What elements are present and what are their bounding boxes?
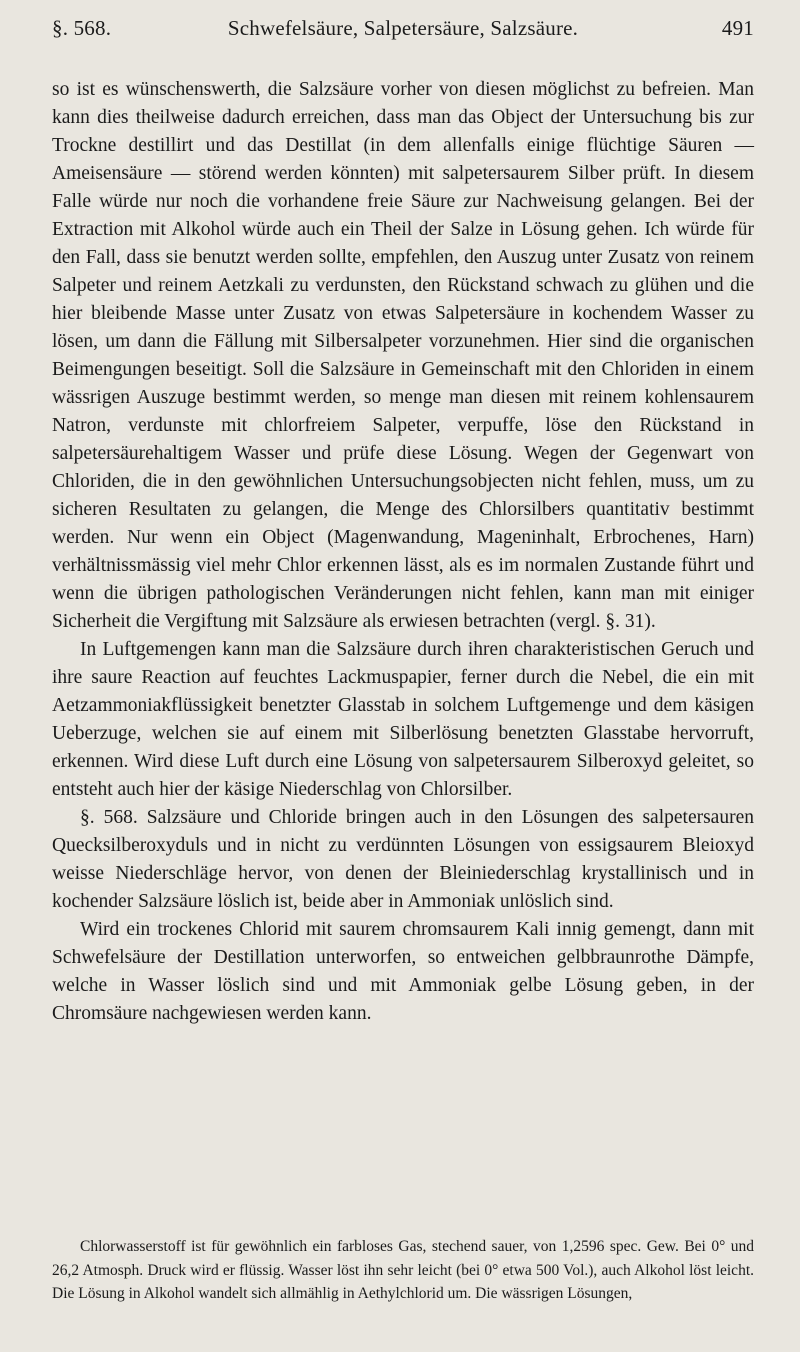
running-title: Schwefelsäure, Salpetersäure, Salzsäure. (227, 16, 579, 40)
paragraph-continuation: so ist es wünschenswerth, die Salzsäure vorher von diesen möglichst zu befreien. Man kann dies theilweise dadurch erreichen, dass man das Object der Untersuchung bis zur Trockne destillirt und das Destillat (in dem allenfalls einige flüchtige Säuren — Ameisensäure — störend werden könnten) mit salpetersaurem Silber prüft. In diesem Falle würde nur noch die vorhandene freie Säure zur Nachweisung gelangen. Bei der Extraction mit Alkohol würde auch ein Theil der Salze in Lösung gehen. Ich würde für den Fall, dass sie benutzt werden sollte, empfehlen, den Auszug unter Zusatz von reinem Salpeter und reinem Aetzkali zu verdunsten, den Rückstand schwach zu glühen und die hier bleibende Masse unter Zusatz von etwas Salpetersäure in kochendem Wasser zu lösen, um dann die Fällung mit Silbersalpeter vorzunehmen. Hier sind die organischen Beimengungen beseitigt. Soll die Salzsäure in Gemeinschaft mit den Chloriden in einem wässrigen Auszuge bestimmt werden, so menge man diesen mit reinem kohlensaurem Natron, verdunste mit chlorfreiem Salpeter, verpuffe, löse den Rückstand in salpetersäurehaltigem Wasser und prüfe diese Lösung. Wegen der Gegenwart von Chloriden, die in den gewöhnlichen Untersuchungsobjecten nicht fehlen, muss, um zu sicheren Resultaten zu gelangen, die Menge des Chlorsilbers quantitativ bestimmt werden. Nur wenn ein Object (Magenwandung, Mageninhalt, Erbrochenes, Harn) verhältnissmässig viel mehr Chlor erkennen lässt, als es im normalen Zustande führt und wenn die übrigen pathologischen Veränderungen nicht fehlen, kann man mit einiger Sicherheit die Vergiftung mit Salzsäure als erwiesen betrachten (vergl. §. 31). (52, 79, 754, 632)
paragraph-chlorid: Wird ein trockenes Chlorid mit saurem chromsaurem Kali innig gemengt, dann mit Schwefelsäure der Destillation unterworfen, so entweichen gelbbraunrothe Dämpfe, welche in Wasser löslich sind und mit Ammoniak gelbe Lösung geben, in der Chromsäure nachgewiesen werden kann. (52, 919, 754, 1024)
footnote-text: Chlorwasserstoff ist für gewöhnlich ein farbloses Gas, stechend sauer, von 1,2596 spec. Gew. Bei 0° und 26,2 Atmosph. Druck wird er flüssig. Wasser löst ihn sehr leicht (bei 0° etwa 500 Vol.), auch Alkohol löst leicht. Die Lösung in Alkohol wandelt sich allmählig in Aethylchlorid um. Die wässrigen Lösungen, (52, 1238, 754, 1302)
section-number: §. 568. (52, 16, 112, 40)
body-text (52, 76, 754, 1028)
paragraph-luftgemengen: In Luftgemengen kann man die Salzsäure durch ihren charakteristischen Geruch und ihre saure Reaction auf feuchtes Lackmuspapier, ferner durch die Nebel, die ein mit Aetzammoniakflüssigkeit benetzter Glasstab in solchem Luftgemenge und dem käsigen Ueberzuge, welchen sie auf einem mit Silberlösung benetzten Glasstabe hervorruft, erkennen. Wird diese Luft durch eine Lösung von salpetersaurem Silberoxyd geleitet, so entsteht auch hier der käsige Niederschlag von Chlorsilber. (52, 639, 754, 800)
running-header (52, 16, 754, 44)
footnote (52, 1235, 754, 1306)
page-number: 491 (721, 16, 754, 40)
paragraph-section-568: §. 568. Salzsäure und Chloride bringen auch in den Lösungen des salpetersauren Quecksilberoxyduls und in nicht zu verdünnten Lösungen von essigsaurem Bleioxyd weisse Niederschläge hervor, von denen der Bleiniederschlag krystallinisch und in kochender Salzsäure löslich ist, beide aber in Ammoniak unlöslich sind. (52, 807, 754, 912)
